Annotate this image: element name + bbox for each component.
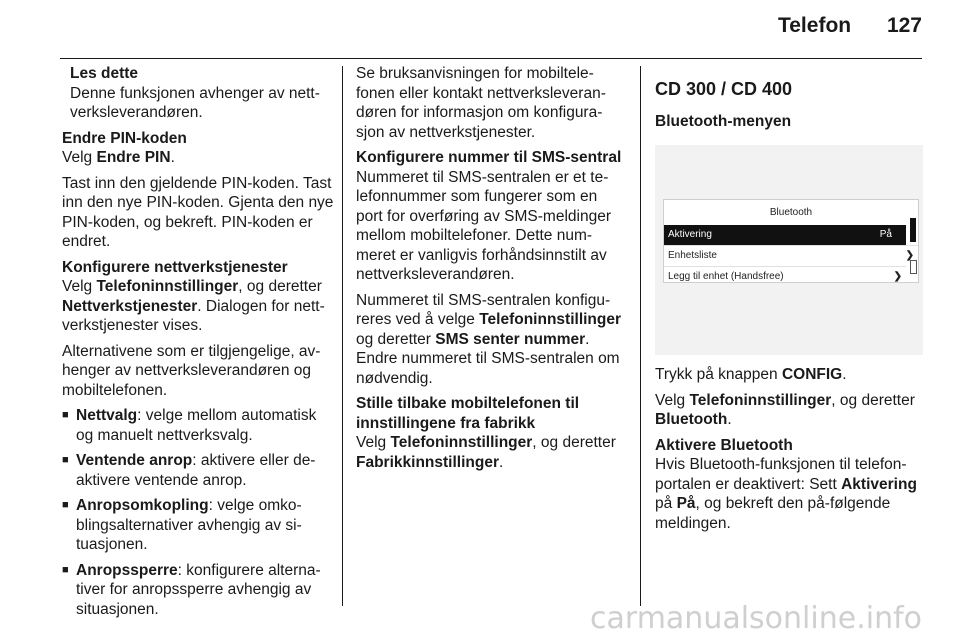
select-mid: , og deretter <box>831 391 915 409</box>
pin-select-prefix: Velg <box>62 149 97 166</box>
net-prefix: Velg <box>62 278 97 295</box>
column-2 <box>356 64 628 478</box>
column-3 <box>655 64 923 539</box>
sms-config-suffix: . Endre nummeret til SMS-sentralen om nødvendig. <box>356 330 620 387</box>
alt-text: Alternativene som er tilgjengelige, av-henger av nettverksleverandøren og mobiltelefonen. <box>62 342 321 399</box>
select-term-2: Bluetooth <box>655 411 728 428</box>
net-suffix: . Dialogen for nett-verkstjenester vises. <box>62 297 325 334</box>
list-item-text: : konfigurere alterna-tiver for anropssperre avhengig av situasjonen. <box>76 561 321 618</box>
menu-item-value: På <box>879 228 892 240</box>
list-item-term: Nettvalg <box>76 407 138 424</box>
bluetooth-menu-heading: Bluetooth-menyen <box>655 112 792 130</box>
page-title: Telefon <box>777 14 852 37</box>
activate-suffix: , og bekreft den på-følgende meldingen. <box>655 495 891 532</box>
activate-text <box>655 455 923 533</box>
reset-suffix: . <box>498 453 504 471</box>
activate-mid: på <box>655 495 677 512</box>
sms-text: Nummeret til SMS-sentralen er et te-lefonnummer som fungerer som en port for overføring av SMS-meldinger mellom mobiltelefoner. Dette num-meret er vanligvis forhåndsinnstilt av nettverksleverandøren. <box>356 168 611 283</box>
menu-item-label: Enhetsliste <box>668 249 717 261</box>
config-button-name: CONFIG <box>781 366 843 383</box>
pin-select-suffix: . <box>170 149 175 166</box>
activate-text-start: Hvis Bluetooth-funksjonen til telefon-portalen er deaktivert: Sett <box>655 456 907 493</box>
column-1 <box>62 64 334 625</box>
activate-term-1: Aktivering <box>841 475 917 493</box>
reset-select <box>356 433 628 472</box>
note-text: Denne funksjonen avhenger av nett-verksleverandøren. <box>70 84 320 121</box>
menu-item-enhetsliste[interactable] <box>664 245 918 266</box>
column-divider-1 <box>342 66 343 606</box>
note-box <box>62 64 334 123</box>
net-select <box>62 277 334 336</box>
scrollbar-thumb <box>910 218 916 242</box>
sms-config-prefix: Nummeret til SMS-sentralen konfigu-reres ved å velge <box>356 291 611 328</box>
list-item-text: : velge omko-blingsalternativer avhengig av si-tuasjonen. <box>76 497 302 553</box>
select-term-1: Telefoninnstillinger <box>689 391 832 409</box>
intro-text: Se bruksanvisningen for mobiltele-fonen eller kontakt nettverksleveran-døren for informasjon om konfigura-sjon av nettverkstjenester. <box>356 65 606 141</box>
menu-item-aktivering[interactable] <box>664 225 906 245</box>
list-item-term: Ventende anrop <box>76 452 193 469</box>
list-item-term: Anropssperre <box>76 561 178 579</box>
list-item-term: Anropsomkopling <box>76 497 209 514</box>
net-mid: , og deretter <box>238 278 322 295</box>
reset-mid: , og deretter <box>532 434 616 451</box>
menu-item-label: Legg til enhet (Handsfree) <box>668 270 784 282</box>
bluetooth-menu-screen <box>663 199 919 283</box>
note-heading: Les dette <box>70 65 139 82</box>
list-item-text: : velge mellom automatisk og manuelt nettverksvalg. <box>76 407 317 444</box>
chevron-right-icon: ❯ <box>905 249 914 261</box>
select-prefix: Velg <box>655 391 690 409</box>
reset-heading: Stille tilbake mobiltelefonen til innstillingene fra fabrikk <box>356 395 580 432</box>
press-suffix: . <box>842 366 847 383</box>
header-rule <box>60 58 922 59</box>
column-divider-2 <box>640 66 641 606</box>
pin-text: Tast inn den gjeldende PIN-koden. Tast inn den nye PIN-koden. Gjenta den nye PIN-koden, og bekreft. PIN-koden er endret. <box>62 174 334 250</box>
pin-heading: Endre PIN-koden <box>62 129 187 147</box>
press-prefix: Trykk på knappen <box>655 366 782 383</box>
sms-config-mid: og deretter <box>356 330 436 348</box>
screen-title: Bluetooth <box>769 207 813 218</box>
section-title: CD 300 / CD 400 <box>655 79 793 99</box>
sms-config-term-2: SMS senter nummer <box>435 330 586 348</box>
sms-config <box>356 291 628 389</box>
pin-select-term: Endre PIN <box>96 149 171 166</box>
watermark: carmanualsonline.info <box>590 601 922 636</box>
sms-heading: Konfigurere nummer til SMS-sentral <box>356 149 622 166</box>
reset-prefix: Velg <box>356 434 391 451</box>
select-suffix: . <box>727 411 732 428</box>
chevron-right-icon: ❯ <box>893 270 902 282</box>
net-term-1: Telefoninnstillinger <box>96 278 239 295</box>
list-item <box>62 561 334 620</box>
reset-term-1: Telefoninnstillinger <box>390 434 533 451</box>
list-item <box>62 451 334 490</box>
activate-term-2: På <box>676 495 696 512</box>
menu-item-legg-til-enhet[interactable] <box>664 266 906 287</box>
page-number: 127 <box>886 14 922 37</box>
menu-item-label: Aktivering <box>668 228 712 240</box>
net-term-2: Nettverkstjenester <box>62 297 198 315</box>
display-illustration <box>655 145 923 355</box>
select-bluetooth <box>655 391 923 430</box>
list-item <box>62 406 334 445</box>
press-config <box>655 365 923 385</box>
options-list <box>62 406 334 619</box>
reset-term-2: Fabrikkinnstillinger <box>356 453 499 471</box>
page-header <box>778 14 922 38</box>
pin-select <box>62 148 334 168</box>
list-item-text: : aktivere eller de-aktivere ventende anrop. <box>76 452 316 489</box>
net-heading: Konfigurere nettverkstjenester <box>62 258 288 276</box>
scrollbar-track-end <box>910 260 917 274</box>
list-item <box>62 496 334 555</box>
sms-config-term-1: Telefoninnstillinger <box>479 311 622 328</box>
activate-heading: Aktivere Bluetooth <box>655 436 793 454</box>
